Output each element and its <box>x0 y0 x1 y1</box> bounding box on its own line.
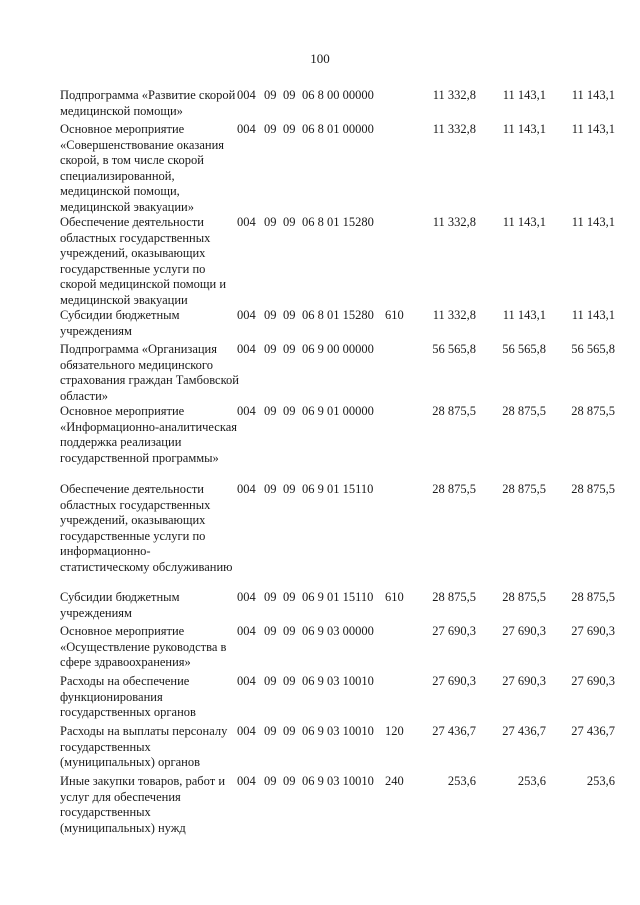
table-row <box>0 88 640 122</box>
amount-year-1: 11 332,8 <box>432 215 476 229</box>
target-article-code: 06 9 03 10010 <box>302 774 374 788</box>
section-code: 09 <box>264 724 277 738</box>
expense-type-code: 240 <box>385 774 404 788</box>
amount-year-2: 253,6 <box>517 774 546 788</box>
section-code: 09 <box>264 590 277 604</box>
table-row <box>0 624 640 674</box>
subsection-code: 09 <box>283 674 296 688</box>
table-row <box>0 215 640 308</box>
amount-year-3: 28 875,5 <box>571 482 615 496</box>
amount-year-3: 11 143,1 <box>571 215 615 229</box>
row-name: Субсидии бюджетным учреждениям <box>60 590 180 620</box>
amount-year-3: 27 690,3 <box>571 674 615 688</box>
ministry-code: 004 <box>237 404 256 418</box>
budget-table <box>0 88 640 840</box>
amount-year-2: 56 565,8 <box>502 342 546 356</box>
amount-year-1: 11 332,8 <box>432 88 476 102</box>
subsection-code: 09 <box>283 88 296 102</box>
row-name: Основное мероприятие «Осуществление руководства в сфере здравоохранения» <box>60 624 227 669</box>
subsection-code: 09 <box>283 215 296 229</box>
ministry-code: 004 <box>237 88 256 102</box>
subsection-code: 09 <box>283 590 296 604</box>
amount-year-2: 28 875,5 <box>502 590 546 604</box>
ministry-code: 004 <box>237 774 256 788</box>
expense-type-code: 610 <box>385 308 404 322</box>
target-article-code: 06 8 00 00000 <box>302 88 374 102</box>
amount-year-2: 28 875,5 <box>502 482 546 496</box>
target-article-code: 06 9 01 15110 <box>302 482 374 496</box>
section-code: 09 <box>264 404 277 418</box>
subsection-code: 09 <box>283 724 296 738</box>
amount-year-1: 27 690,3 <box>432 674 476 688</box>
section-code: 09 <box>264 215 277 229</box>
section-code: 09 <box>264 482 277 496</box>
section-code: 09 <box>264 624 277 638</box>
amount-year-3: 27 436,7 <box>571 724 615 738</box>
amount-year-1: 253,6 <box>447 774 476 788</box>
amount-year-2: 28 875,5 <box>502 404 546 418</box>
expense-type-code: 120 <box>385 724 404 738</box>
table-row <box>0 404 640 482</box>
page-number: 100 <box>310 51 330 66</box>
subsection-code: 09 <box>283 404 296 418</box>
row-name: Расходы на обеспечение функционирования государственных органов <box>60 674 196 719</box>
section-code: 09 <box>264 88 277 102</box>
amount-year-1: 27 690,3 <box>432 624 476 638</box>
amount-year-1: 56 565,8 <box>432 342 476 356</box>
subsection-code: 09 <box>283 482 296 496</box>
row-name: Субсидии бюджетным учреждениям <box>60 308 180 338</box>
table-row <box>0 674 640 724</box>
row-name: Основное мероприятие «Совершенствование оказания скорой, в том числе скорой специализированной, медицинской помощи, медицинской эвакуации» <box>60 122 225 214</box>
amount-year-2: 27 690,3 <box>502 624 546 638</box>
row-name: Подпрограмма «Организация обязательного медицинского страхования граждан Тамбовской области» <box>60 342 239 403</box>
amount-year-3: 11 143,1 <box>571 308 615 322</box>
amount-year-1: 28 875,5 <box>432 590 476 604</box>
amount-year-2: 27 436,7 <box>502 724 546 738</box>
amount-year-3: 56 565,8 <box>571 342 615 356</box>
subsection-code: 09 <box>283 774 296 788</box>
amount-year-3: 11 143,1 <box>571 88 615 102</box>
subsection-code: 09 <box>283 308 296 322</box>
ministry-code: 004 <box>237 590 256 604</box>
table-row <box>0 724 640 774</box>
ministry-code: 004 <box>237 724 256 738</box>
amount-year-2: 11 143,1 <box>502 88 546 102</box>
amount-year-2: 27 690,3 <box>502 674 546 688</box>
row-name: Основное мероприятие «Информационно-аналитическая поддержка реализации государственной программы» <box>60 404 238 465</box>
table-row <box>0 342 640 404</box>
amount-year-1: 28 875,5 <box>432 404 476 418</box>
row-name: Обеспечение деятельности областных государственных учреждений, оказывающих государственные услуги по скорой медицинской помощи и медицинской эвакуации <box>60 215 227 307</box>
target-article-code: 06 9 03 10010 <box>302 724 374 738</box>
table-row <box>0 590 640 624</box>
target-article-code: 06 9 03 10010 <box>302 674 374 688</box>
amount-year-1: 27 436,7 <box>432 724 476 738</box>
ministry-code: 004 <box>237 482 256 496</box>
amount-year-2: 11 143,1 <box>502 215 546 229</box>
subsection-code: 09 <box>283 122 296 136</box>
row-name: Расходы на выплаты персоналу государственных (муниципальных) органов <box>60 724 228 769</box>
amount-year-3: 27 690,3 <box>571 624 615 638</box>
amount-year-1: 28 875,5 <box>432 482 476 496</box>
amount-year-3: 28 875,5 <box>571 590 615 604</box>
target-article-code: 06 9 03 00000 <box>302 624 374 638</box>
table-row <box>0 774 640 840</box>
ministry-code: 004 <box>237 122 256 136</box>
ministry-code: 004 <box>237 342 256 356</box>
section-code: 09 <box>264 342 277 356</box>
table-row <box>0 308 640 342</box>
section-code: 09 <box>264 308 277 322</box>
section-code: 09 <box>264 122 277 136</box>
target-article-code: 06 8 01 15280 <box>302 308 374 322</box>
row-name: Обеспечение деятельности областных государственных учреждений, оказывающих государственные услуги по информационно-статистическому обслуживанию <box>60 482 233 574</box>
target-article-code: 06 9 00 00000 <box>302 342 374 356</box>
target-article-code: 06 8 01 00000 <box>302 122 374 136</box>
row-name: Подпрограмма «Развитие скорой медицинской помощи» <box>60 88 236 118</box>
ministry-code: 004 <box>237 308 256 322</box>
amount-year-3: 28 875,5 <box>571 404 615 418</box>
amount-year-1: 11 332,8 <box>432 122 476 136</box>
target-article-code: 06 9 01 15110 <box>302 590 374 604</box>
ministry-code: 004 <box>237 624 256 638</box>
table-row <box>0 122 640 215</box>
target-article-code: 06 8 01 15280 <box>302 215 374 229</box>
target-article-code: 06 9 01 00000 <box>302 404 374 418</box>
subsection-code: 09 <box>283 342 296 356</box>
amount-year-2: 11 143,1 <box>502 308 546 322</box>
amount-year-2: 11 143,1 <box>502 122 546 136</box>
ministry-code: 004 <box>237 215 256 229</box>
ministry-code: 004 <box>237 674 256 688</box>
row-name: Иные закупки товаров, работ и услуг для обеспечения государственных (муниципальных) нужд <box>60 774 226 835</box>
amount-year-3: 253,6 <box>586 774 615 788</box>
expense-type-code: 610 <box>385 590 404 604</box>
amount-year-3: 11 143,1 <box>571 122 615 136</box>
section-code: 09 <box>264 674 277 688</box>
amount-year-1: 11 332,8 <box>432 308 476 322</box>
table-row <box>0 482 640 590</box>
section-code: 09 <box>264 774 277 788</box>
subsection-code: 09 <box>283 624 296 638</box>
